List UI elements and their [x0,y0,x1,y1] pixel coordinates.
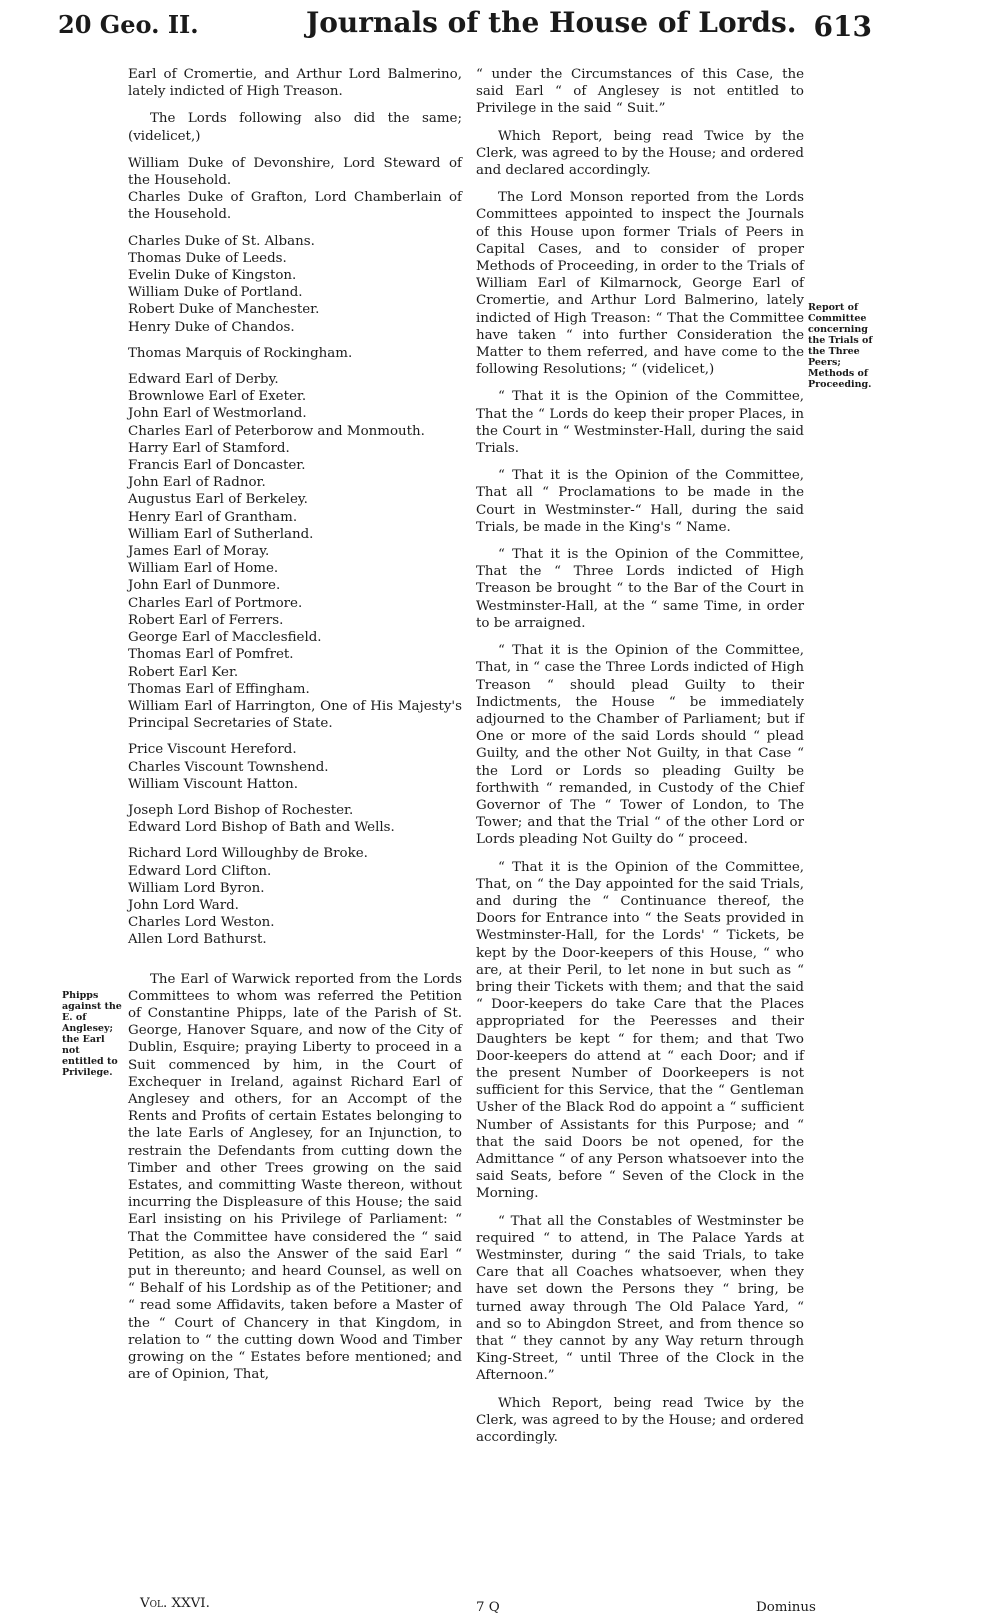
peer-entry: Henry Duke of Chandos. [128,319,295,335]
peer-group [128,741,462,793]
peer-entry: Richard Lord Willoughby de Broke. [128,846,368,862]
peer-entry: William Lord Byron. [128,880,265,896]
volume-label: Vol. XXVI. [140,1596,210,1611]
peer-entry: Joseph Lord Bishop of Rochester. [128,802,354,818]
peer-group [128,845,462,948]
journal-title: Journals of the House of Lords. [306,6,797,39]
left-column [128,66,462,1393]
peer-entry: Charles Duke of St. Albans. [128,233,315,249]
peer-entry: Brownlowe Earl of Exeter. [128,389,307,405]
peer-entry: James Earl of Moray. [128,544,270,560]
peer-entry: John Earl of Westmorland. [128,406,307,422]
monson-report: The Lord Monson reported from the Lords Committees appointed to inspect the Journals of this House upon former Trials of Peers in Capital Cases, and to consider of proper Methods of Proceeding, in order to the Trials of William Earl of Kilmarnock, George Earl of Cromertie, and Arthur Lord Balmerino, lately indicted of High Treason: “ That the Committee have taken “ into further Consideration the Matter to them referred, and have come to the following Resolutions; “ (videlicet,) [476,190,804,378]
peer-entry: Edward Earl of Derby. [128,372,279,388]
resolution: “ That all the Constables of Westminster be required “ to attend, in The Palace Yards at Westminster, during “ the said Trials, to take Care that all Coaches whatsoever, when they have set down the Persons they “ bring, be turned away through The Old Palace Yard, “ and so to Abingdon Street, and from thence so that “ they cannot by any Way return through King-Street, “ until Three of the Clock in the Afternoon.” [476,1213,804,1384]
peer-entry: Charles Lord Weston. [128,915,275,931]
peer-entry: Evelin Duke of Kingston. [128,268,297,284]
peer-group [128,371,462,732]
peer-entry: Robert Earl of Ferrers. [128,612,284,628]
resolution: “ That it is the Opinion of the Committee, That the “ Lords do keep their proper Places, in the Court in “ Westminster-Hall, during the said Trials. [476,389,804,457]
opening-text: Earl of Cromertie, and Arthur Lord Balmerino, lately indicted of High Treason. [128,67,462,100]
peer-entry: Price Viscount Hereford. [128,742,297,758]
peer-entry: Augustus Earl of Berkeley. [128,492,308,508]
right-column [476,66,804,1456]
peer-entry: William Earl of Harrington, One of His Majesty's Principal Secretaries of State. [128,698,462,732]
peer-entry: Thomas Earl of Effingham. [128,681,310,697]
peer-group [128,233,462,336]
agreed-statement-2: Which Report, being read Twice by the Clerk, was agreed to by the House; and ordered accordingly. [476,1395,804,1446]
resolution-list [476,388,804,1384]
page-number: 613 [813,10,872,43]
peer-group [128,155,462,224]
peer-entry: Edward Lord Clifton. [128,863,272,879]
peer-entry: Thomas Marquis of Rockingham. [128,345,353,361]
report-continuation: “ under the Circumstances of this Case, the said Earl “ of Anglesey is not entitled to Privilege in the said “ Suit.” [476,67,804,117]
margin-note-trials: Report of Committee concerning the Trials of the Three Peers; Methods of Proceeding. [808,302,873,390]
peer-group [128,802,462,836]
peer-entry: John Earl of Radnor. [128,475,266,491]
peer-entry: William Earl of Sutherland. [128,526,314,542]
peer-entry: Thomas Earl of Pomfret. [128,647,294,663]
peer-entry: Thomas Duke of Leeds. [128,250,287,266]
peer-list [128,155,462,949]
peer-entry: Charles Duke of Grafton, Lord Chamberlain of the Household. [128,190,462,223]
margin-note-phipps: Phipps against the E. of Anglesey; the Earl not entitled to Privilege. [62,990,122,1078]
peer-group [128,345,462,362]
warwick-report: The Earl of Warwick reported from the Lords Committees to whom was referred the Petition of Constantine Phipps, late of the Parish of St. George, Hanover Square, and now of the City of Dublin, Esquire; praying Liberty to proceed in a Suit commenced by him, in the Court of Exchequer in Ireland, against Richard Earl of Anglesey and others, for an Accompt of the Rents and Profits of certain Estates belonging to the late Earls of Anglesey, for an Injunction, to restrain the Defendants from cutting down the Timber and other Trees growing on the said Estates, and committing Waste thereon, without incurring the Displeasure of this House; the said Earl insisting on his Privilege of Parliament: “ That the Committee have considered the “ said Petition, as also the Answer of the said Earl “ put in thereunto; and heard Counsel, as well on “ Behalf of his Lordship as of the Petitioner; and “ read some Affidavits, taken before a Master of the “ Court of Chancery in that Kingdom, in relation to “ the cutting down Wood and Timber growing on the “ Estates before mentioned; and are of Opinion, That, [128,971,462,1383]
peer-entry: John Earl of Dunmore. [128,578,281,594]
peer-entry: Charles Earl of Peterborow and Monmouth. [128,423,425,439]
regnal-year: 20 Geo. II. [58,10,199,39]
page-header [0,0,992,60]
peer-entry: William Duke of Devonshire, Lord Steward of the Household. [128,155,462,189]
peer-entry: Francis Earl of Doncaster. [128,458,306,474]
catchword: Dominus [756,1600,816,1615]
peer-entry: William Duke of Portland. [128,285,303,301]
resolution: “ That it is the Opinion of the Committee, That all “ Proclamations to be made in the Court in Westminster-“ Hall, during the said Trials, be made in the King's “ Name. [476,468,804,535]
peer-entry: Harry Earl of Stamford. [128,440,290,456]
peer-entry: Charles Viscount Townshend. [128,759,329,775]
peer-entry: Robert Duke of Manchester. [128,302,320,318]
lords-intro: The Lords following also did the same; (videlicet,) [128,111,462,144]
resolution: “ That it is the Opinion of the Committee, That the “ Three Lords indicted of High Treason be brought “ to the Bar of the Court in Westminster-Hall, at the “ same Time, in order to be arraigned. [476,547,804,631]
resolution: “ That it is the Opinion of the Committee, That, on “ the Day appointed for the said Trials, and during the “ Continuance thereof, the Doors for Entrance into “ the Seats provided in Westminster-Hall, for the Lords' “ Tickets, be kept by the Door-keepers of this House, “ who are, at their Peril, to let none in but such as “ bring their Tickets with them; and that the said “ Door-keepers do take Care that the Places appropriated for the Peeresses and their Daughters be kept “ for them; and that Two Door-keepers do attend at “ each Door; and if the present Number of Doorkeepers is not sufficient for this Service, that the “ Gentleman Usher of the Black Rod do appoint a “ sufficient Number of Assistants for this Purpose; and “ that the said Doors be not opened, for the Admittance “ of any Person whatsoever into the said Seats, before “ Seven of the Clock in the Morning. [476,859,804,1202]
resolution: “ That it is the Opinion of the Committee, That, in “ case the Three Lords indicted of High Treason “ should plead Guilty to their Indictments, the House “ be immediately adjourned to the Chamber of Parliament; but if One or more of the said Lords should “ plead Guilty, and the other Not Guilty, in that Case “ the Lord or Lords so pleading Guilty be forthwith “ remanded, in Custody of the Chief Governor of The “ Tower of London, to The Tower; and that the Trial “ of the other Lord or Lords pleading Not Guilty do “ proceed. [476,643,804,848]
peer-entry: George Earl of Macclesfield. [128,630,322,646]
peer-entry: William Viscount Hatton. [128,776,298,792]
peer-entry: John Lord Ward. [128,897,239,913]
peer-entry: Edward Lord Bishop of Bath and Wells. [128,820,395,836]
agreed-statement-1: Which Report, being read Twice by the Clerk, was agreed to by the House; and ordered and declared accordingly. [476,128,804,179]
peer-entry: Allen Lord Bathurst. [128,932,267,948]
peer-entry: Charles Earl of Portmore. [128,595,303,611]
peer-entry: Robert Earl Ker. [128,664,239,680]
peer-entry: Henry Earl of Grantham. [128,509,298,525]
signature-mark: 7 Q [476,1600,500,1615]
peer-entry: William Earl of Home. [128,561,279,577]
